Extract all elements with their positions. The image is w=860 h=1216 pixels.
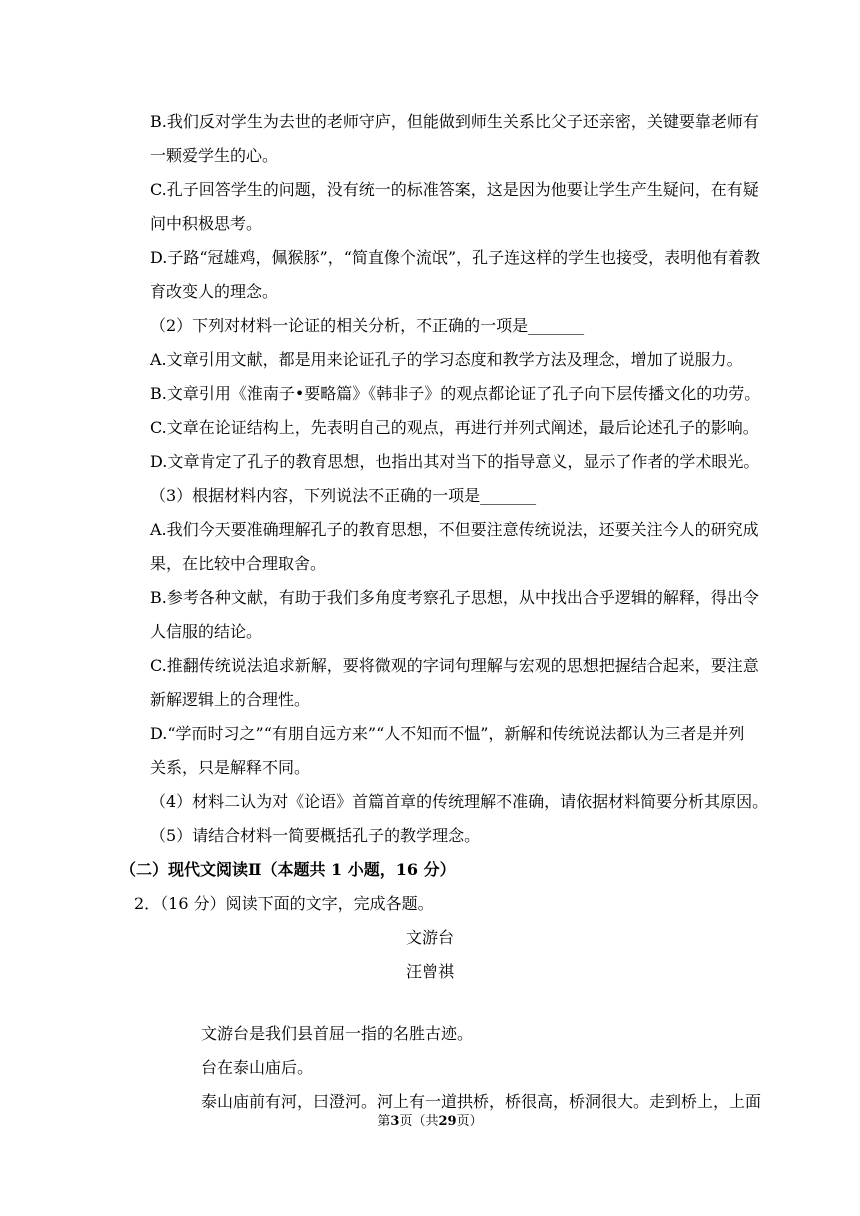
question-stem: （3）根据材料内容，下列说法不正确的一项是_______ xyxy=(150,486,537,505)
option-line: 问中积极思考。 xyxy=(150,214,263,233)
option-line: 育改变人的理念。 xyxy=(150,282,279,301)
option-line: B.参考各种文献，有助于我们多角度考察孔子思想，从中找出合乎逻辑的解释，得出令 xyxy=(150,588,759,607)
option-line: B.文章引用《淮南子•要略篇》《韩非子》的观点都论证了孔子向下层传播文化的功劳。 xyxy=(150,384,761,403)
option-line: 果，在比较中合理取舍。 xyxy=(150,554,327,573)
option-line: D.文章肯定了孔子的教育思想，也指出其对当下的指导意义，显示了作者的学术眼光。 xyxy=(150,452,760,471)
question-stem: （2）下列对材料一论证的相关分析，不正确的一项是_______ xyxy=(150,316,585,335)
page-footer xyxy=(0,1114,860,1130)
passage-author: 汪曾祺 xyxy=(405,962,454,981)
option-line: 新解逻辑上的合理性。 xyxy=(150,690,311,709)
footer-page-number: 3 xyxy=(390,1114,400,1129)
option-line: A.文章引用文献，都是用来论证孔子的学习态度和教学方法及理念，增加了说服力。 xyxy=(150,350,743,369)
option-line: C.文章在论证结构上，先表明自己的观点，再进行并列式阐述，最后论述孔子的影响。 xyxy=(150,418,759,437)
option-line: 人信服的结论。 xyxy=(150,622,263,641)
option-line: C.孔子回答学生的问题，没有统一的标准答案，这是因为他要让学生产生疑问，在有疑 xyxy=(150,180,759,199)
footer-prefix: 第 xyxy=(377,1114,391,1129)
question-stem: （4）材料二认为对《论语》首篇首章的传统理解不准确，请依据材料简要分析其原因。 xyxy=(150,792,769,811)
option-line: D.子路“冠雄鸡，佩猴豚”，“简直像个流氓”，孔子连这样的学生也接受，表明他有着教 xyxy=(150,248,761,267)
option-line: C.推翻传统说法追求新解，要将微观的字词句理解与宏观的思想把握结合起来，要注意 xyxy=(150,656,759,675)
footer-middle: 页（共 xyxy=(399,1114,439,1129)
option-line: B.我们反对学生为去世的老师守庐，但能做到师生关系比父子还亲密，关键要靠老师有 xyxy=(150,112,759,131)
option-line: 关系，只是解释不同。 xyxy=(150,758,311,777)
footer-total-pages: 29 xyxy=(438,1114,457,1129)
passage-paragraph: 文游台是我们县首屈一指的名胜古迹。 xyxy=(201,1024,474,1043)
passage-title: 文游台 xyxy=(405,928,454,947)
passage-paragraph: 泰山庙前有河，曰澄河。河上有一道拱桥，桥很高，桥洞很大。走到桥上，上面 xyxy=(201,1092,762,1111)
passage-paragraph: 台在泰山庙后。 xyxy=(201,1058,314,1077)
option-line: D.“学而时习之”“有朋自远方来”“人不知而不愠”，新解和传统说法都认为三者是并列 xyxy=(150,724,745,743)
option-line: A.我们今天要准确理解孔子的教育思想，不但要注意传统说法，还要关注今人的研究成 xyxy=(150,520,759,539)
question-2-prompt: 2．（16 分）阅读下面的文字，完成各题。 xyxy=(134,894,434,913)
footer-suffix: 页） xyxy=(456,1114,483,1129)
question-stem: （5）请结合材料一简要概括孔子的教学理念。 xyxy=(150,826,481,845)
section-heading: （二）现代文阅读Ⅱ（本题共 1 小题，16 分） xyxy=(120,860,456,879)
option-line: 一颗爱学生的心。 xyxy=(150,146,279,165)
